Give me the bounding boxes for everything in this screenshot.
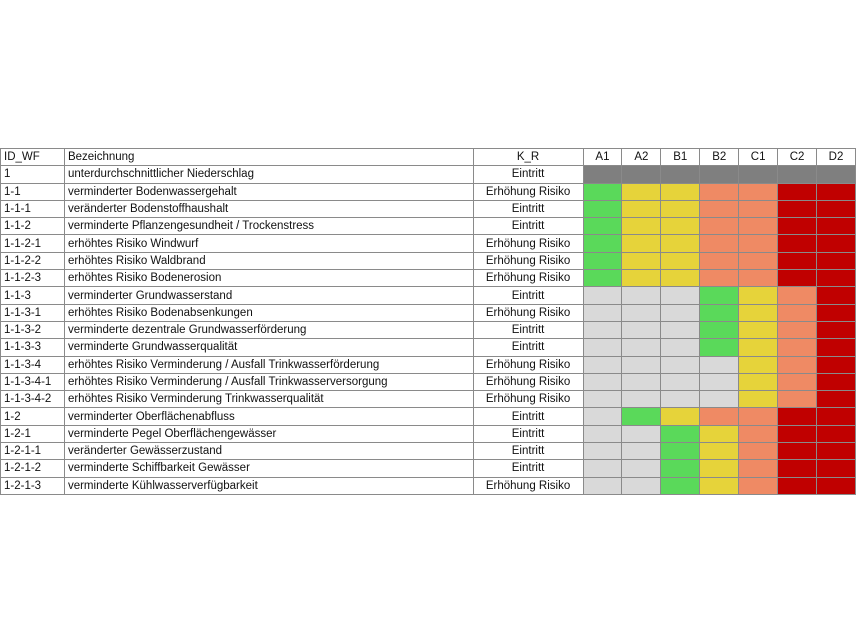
row-id: 1-2-1-2 [1,460,65,477]
risk-cell-d2 [817,321,856,338]
risk-cell-c1 [739,200,778,217]
risk-cell-b1 [661,443,700,460]
risk-cell-c2 [778,460,817,477]
risk-cell-c2 [778,183,817,200]
risk-cell-c1 [739,425,778,442]
risk-cell-b1 [661,321,700,338]
risk-cell-a2 [622,200,661,217]
risk-cell-b2 [700,477,739,494]
risk-cell-a2 [622,235,661,252]
risk-cell-a2 [622,218,661,235]
risk-cell-d2 [817,304,856,321]
row-bezeichnung: verminderter Grundwasserstand [64,287,473,304]
risk-cell-c2 [778,408,817,425]
table-row [1,356,856,373]
risk-cell-a1 [583,218,622,235]
risk-cell-a2 [622,339,661,356]
row-bezeichnung: unterdurchschnittlicher Niederschlag [64,166,473,183]
row-bezeichnung: verminderte Pegel Oberflächengewässer [64,425,473,442]
row-kr: Eintritt [473,425,583,442]
risk-cell-b2 [700,218,739,235]
header-scenario: D2 [817,149,856,166]
risk-cell-c2 [778,252,817,269]
row-kr: Eintritt [473,200,583,217]
risk-cell-a2 [622,443,661,460]
row-bezeichnung: verminderter Oberflächenabfluss [64,408,473,425]
risk-cell-b1 [661,183,700,200]
risk-cell-c2 [778,304,817,321]
row-id: 1-1-2-1 [1,235,65,252]
row-bezeichnung: veränderter Gewässerzustand [64,443,473,460]
risk-cell-b1 [661,287,700,304]
row-id: 1-1-3 [1,287,65,304]
risk-cell-c1 [739,287,778,304]
risk-cell-d2 [817,166,856,183]
row-kr: Erhöhung Risiko [473,391,583,408]
row-id: 1-1-3-4-1 [1,373,65,390]
risk-cell-d2 [817,391,856,408]
risk-cell-d2 [817,477,856,494]
risk-cell-d2 [817,200,856,217]
risk-cell-c2 [778,270,817,287]
risk-cell-d2 [817,183,856,200]
table-row [1,270,856,287]
row-kr: Erhöhung Risiko [473,252,583,269]
risk-cell-c1 [739,218,778,235]
row-bezeichnung: erhöhtes Risiko Waldbrand [64,252,473,269]
risk-cell-b2 [700,408,739,425]
risk-cell-a1 [583,339,622,356]
risk-cell-d2 [817,287,856,304]
risk-cell-b2 [700,200,739,217]
header-scenario: C2 [778,149,817,166]
header-row [1,149,856,166]
risk-cell-b2 [700,287,739,304]
risk-cell-a1 [583,460,622,477]
row-id: 1-2 [1,408,65,425]
risk-cell-d2 [817,373,856,390]
row-bezeichnung: verminderte Kühlwasserverfügbarkeit [64,477,473,494]
risk-cell-a2 [622,166,661,183]
table-row [1,339,856,356]
table-row [1,408,856,425]
row-kr: Eintritt [473,339,583,356]
risk-cell-b1 [661,200,700,217]
risk-cell-b2 [700,356,739,373]
risk-cell-d2 [817,443,856,460]
table-row [1,287,856,304]
risk-cell-b2 [700,183,739,200]
header-scenario: B1 [661,149,700,166]
row-bezeichnung: verminderte Pflanzengesundheit / Trockenstress [64,218,473,235]
table-row [1,200,856,217]
risk-cell-a1 [583,166,622,183]
row-bezeichnung: erhöhtes Risiko Windwurf [64,235,473,252]
risk-matrix-table [0,148,856,495]
risk-cell-c2 [778,373,817,390]
risk-cell-c1 [739,270,778,287]
risk-cell-c1 [739,356,778,373]
risk-cell-a1 [583,373,622,390]
risk-cell-b1 [661,425,700,442]
risk-cell-c1 [739,252,778,269]
row-id: 1-2-1-3 [1,477,65,494]
table-row [1,166,856,183]
table-body [1,166,856,495]
risk-cell-b1 [661,460,700,477]
table-row [1,304,856,321]
risk-cell-b2 [700,373,739,390]
table-row [1,218,856,235]
row-bezeichnung: erhöhtes Risiko Bodenerosion [64,270,473,287]
row-id: 1-1-3-4-2 [1,391,65,408]
risk-cell-a1 [583,477,622,494]
risk-cell-a2 [622,270,661,287]
table-row [1,252,856,269]
risk-cell-b2 [700,460,739,477]
row-kr: Eintritt [473,287,583,304]
risk-cell-c1 [739,304,778,321]
risk-cell-b1 [661,218,700,235]
row-id: 1 [1,166,65,183]
risk-cell-d2 [817,339,856,356]
risk-cell-c2 [778,166,817,183]
risk-cell-c2 [778,391,817,408]
table-row [1,391,856,408]
row-id: 1-1-1 [1,200,65,217]
risk-cell-b2 [700,425,739,442]
table-row [1,183,856,200]
header-bezeichnung: Bezeichnung [64,149,473,166]
risk-cell-b1 [661,391,700,408]
risk-cell-b1 [661,408,700,425]
risk-cell-b1 [661,252,700,269]
table-row [1,321,856,338]
risk-cell-a2 [622,287,661,304]
risk-cell-a1 [583,425,622,442]
row-kr: Erhöhung Risiko [473,477,583,494]
risk-cell-d2 [817,235,856,252]
row-kr: Eintritt [473,460,583,477]
row-kr: Eintritt [473,321,583,338]
row-id: 1-1-3-4 [1,356,65,373]
header-kr: K_R [473,149,583,166]
risk-cell-c2 [778,356,817,373]
risk-cell-a1 [583,304,622,321]
header-id: ID_WF [1,149,65,166]
risk-cell-a2 [622,408,661,425]
risk-cell-a1 [583,270,622,287]
table-row [1,425,856,442]
risk-cell-a2 [622,356,661,373]
risk-cell-a1 [583,443,622,460]
row-kr: Erhöhung Risiko [473,373,583,390]
risk-cell-d2 [817,270,856,287]
row-bezeichnung: erhöhtes Risiko Verminderung Trinkwasserqualität [64,391,473,408]
risk-cell-a2 [622,477,661,494]
risk-cell-c1 [739,477,778,494]
table-row [1,235,856,252]
row-bezeichnung: verminderte dezentrale Grundwasserförderung [64,321,473,338]
risk-cell-c1 [739,460,778,477]
risk-cell-a1 [583,408,622,425]
risk-cell-c1 [739,235,778,252]
risk-cell-c1 [739,166,778,183]
row-kr: Erhöhung Risiko [473,235,583,252]
risk-cell-a2 [622,183,661,200]
row-id: 1-1-3-1 [1,304,65,321]
risk-cell-b1 [661,304,700,321]
risk-cell-b1 [661,270,700,287]
risk-cell-b2 [700,252,739,269]
risk-cell-a1 [583,235,622,252]
row-kr: Eintritt [473,218,583,235]
risk-cell-a1 [583,183,622,200]
row-kr: Eintritt [473,408,583,425]
header-scenario: C1 [739,149,778,166]
table-row [1,373,856,390]
risk-cell-b2 [700,304,739,321]
row-kr: Erhöhung Risiko [473,356,583,373]
row-bezeichnung: erhöhtes Risiko Verminderung / Ausfall Trinkwasserversorgung [64,373,473,390]
risk-cell-c2 [778,235,817,252]
header-scenario: B2 [700,149,739,166]
risk-cell-a1 [583,356,622,373]
row-bezeichnung: verminderte Schiffbarkeit Gewässer [64,460,473,477]
risk-cell-b1 [661,356,700,373]
risk-cell-b2 [700,166,739,183]
risk-cell-d2 [817,252,856,269]
risk-cell-b1 [661,477,700,494]
risk-cell-a2 [622,425,661,442]
row-bezeichnung: verminderter Bodenwassergehalt [64,183,473,200]
row-id: 1-1 [1,183,65,200]
risk-cell-b1 [661,235,700,252]
risk-cell-c2 [778,218,817,235]
risk-cell-b1 [661,339,700,356]
row-id: 1-1-3-3 [1,339,65,356]
row-kr: Erhöhung Risiko [473,270,583,287]
risk-cell-b2 [700,270,739,287]
row-bezeichnung: verminderte Grundwasserqualität [64,339,473,356]
row-kr: Eintritt [473,443,583,460]
risk-cell-a2 [622,252,661,269]
risk-cell-c2 [778,339,817,356]
risk-cell-c1 [739,373,778,390]
row-kr: Eintritt [473,166,583,183]
row-bezeichnung: erhöhtes Risiko Bodenabsenkungen [64,304,473,321]
risk-cell-c1 [739,408,778,425]
risk-cell-a2 [622,304,661,321]
risk-cell-a2 [622,460,661,477]
risk-cell-c2 [778,477,817,494]
row-id: 1-2-1-1 [1,443,65,460]
row-bezeichnung: veränderter Bodenstoffhaushalt [64,200,473,217]
risk-cell-d2 [817,218,856,235]
risk-cell-a1 [583,252,622,269]
row-id: 1-1-2 [1,218,65,235]
risk-cell-c1 [739,339,778,356]
header-scenario: A2 [622,149,661,166]
table-row [1,460,856,477]
risk-cell-b2 [700,235,739,252]
risk-cell-b1 [661,373,700,390]
row-id: 1-1-2-3 [1,270,65,287]
risk-cell-d2 [817,425,856,442]
risk-cell-a2 [622,321,661,338]
risk-cell-a2 [622,391,661,408]
risk-cell-c2 [778,321,817,338]
risk-cell-c1 [739,391,778,408]
table-row [1,477,856,494]
row-bezeichnung: erhöhtes Risiko Verminderung / Ausfall Trinkwasserförderung [64,356,473,373]
risk-cell-b2 [700,339,739,356]
row-kr: Erhöhung Risiko [473,183,583,200]
risk-cell-c2 [778,443,817,460]
row-id: 1-2-1 [1,425,65,442]
risk-cell-b2 [700,391,739,408]
risk-cell-a1 [583,391,622,408]
risk-cell-a1 [583,287,622,304]
risk-cell-a1 [583,200,622,217]
risk-cell-c1 [739,321,778,338]
risk-cell-b1 [661,166,700,183]
risk-cell-a1 [583,321,622,338]
risk-cell-c2 [778,200,817,217]
risk-cell-b2 [700,443,739,460]
risk-cell-d2 [817,356,856,373]
risk-cell-b2 [700,321,739,338]
risk-cell-c2 [778,287,817,304]
risk-cell-d2 [817,408,856,425]
header-scenario: A1 [583,149,622,166]
table-row [1,443,856,460]
risk-cell-a2 [622,373,661,390]
risk-cell-c1 [739,183,778,200]
row-id: 1-1-2-2 [1,252,65,269]
risk-cell-c2 [778,425,817,442]
row-kr: Erhöhung Risiko [473,304,583,321]
row-id: 1-1-3-2 [1,321,65,338]
risk-cell-d2 [817,460,856,477]
risk-cell-c1 [739,443,778,460]
